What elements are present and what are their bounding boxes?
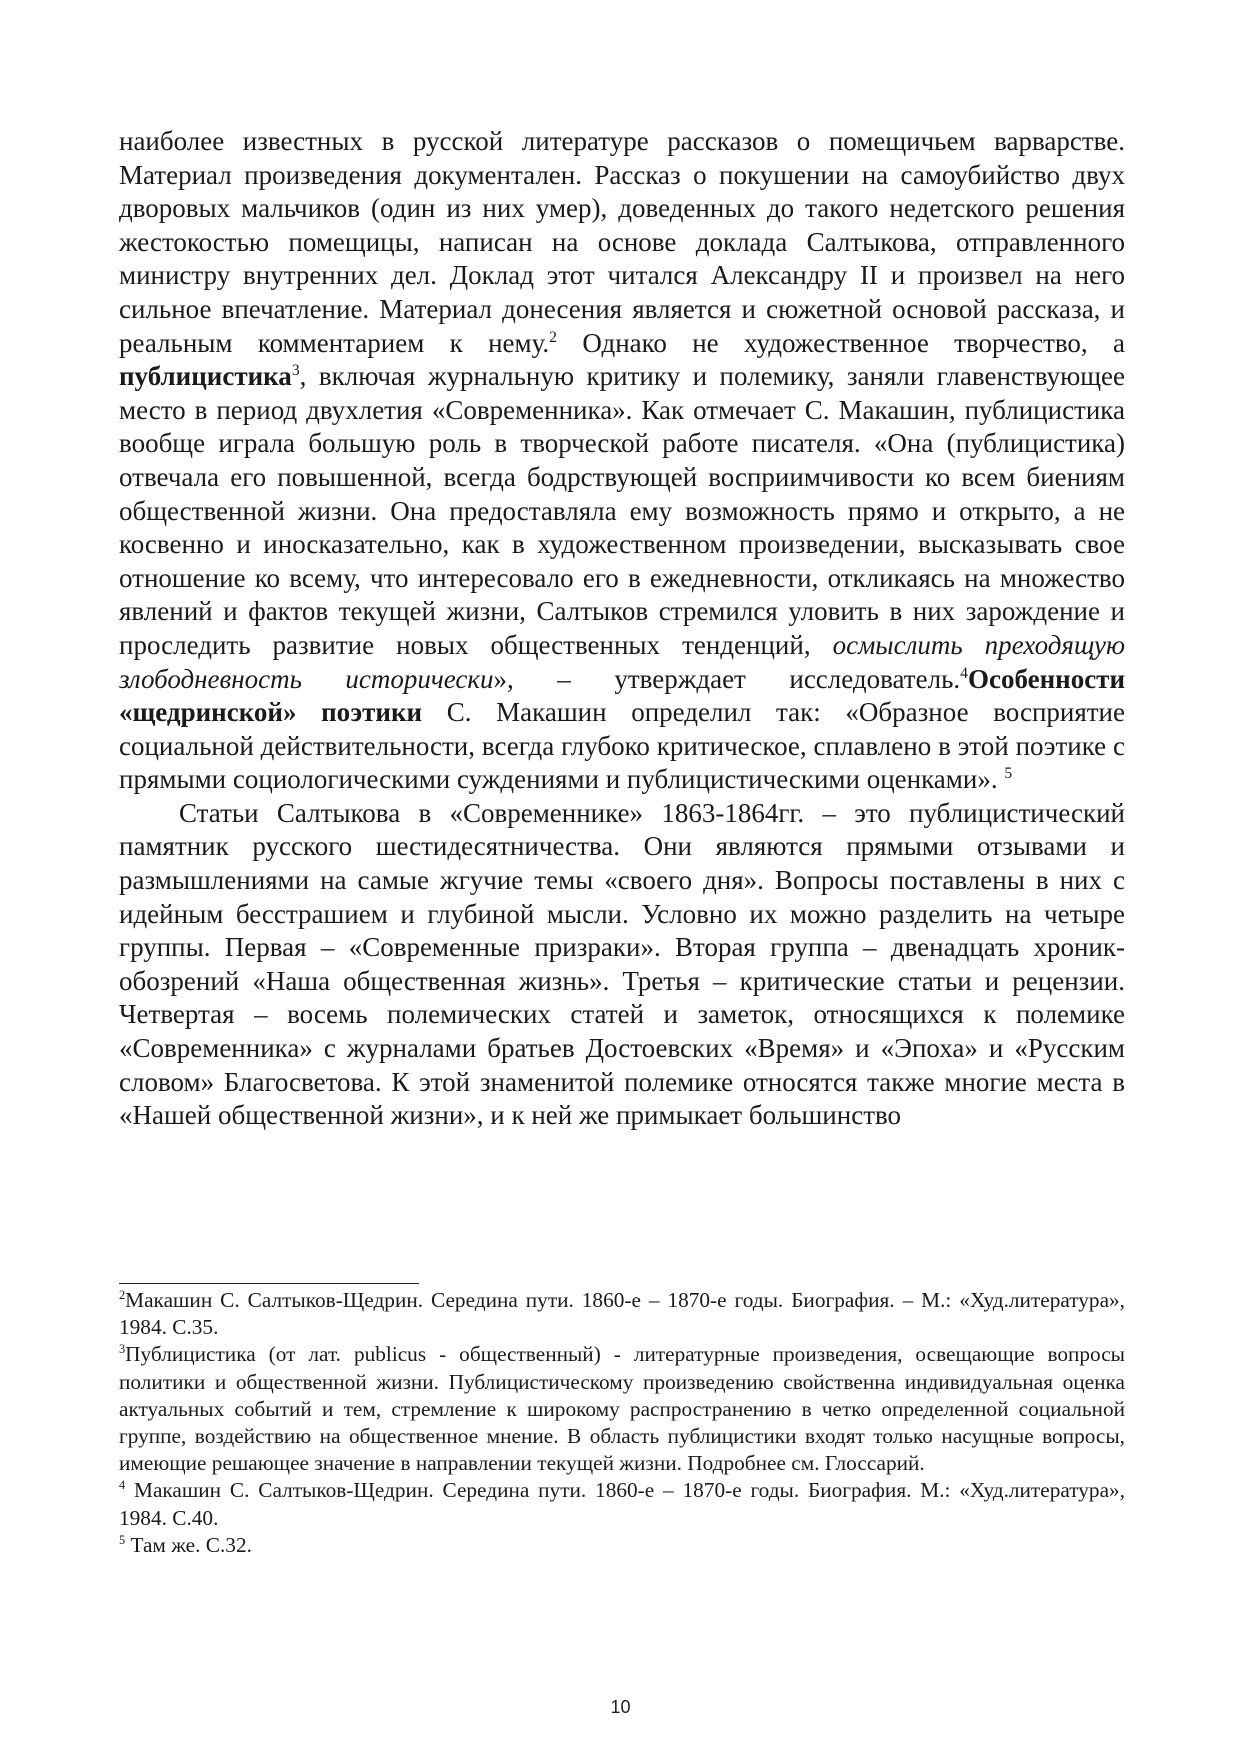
paragraph-1-text-d: », – утверждает исследователь. xyxy=(493,663,961,694)
paragraph-2: Статьи Салтыкова в «Современнике» 1863-1864гг. – это публицистический памятник русского шестидесятничества. Они являются прямыми отзывами и размышлениями на самые жгучие темы «своего дня». Вопросы поставлены в них с идейным бесстрашием и глубиной мысли. Условно их можно разделить на четыре группы. Первая – «Современные призраки». Вторая группа – двенадцать хроник-обозрений «Наша общественная жизнь». Третья – критические статьи и рецензии. Четвертая – восемь полемических статей и заметок, относящихся к полемике «Современника» с журналами братьев Достоевских «Время» и «Эпоха» и «Русским словом» Благосветова. К этой знаменитой полемике относятся также многие места в «Нашей общественной жизни», и к ней же примыкает большинство xyxy=(119,797,1125,1131)
main-text xyxy=(119,125,1125,1133)
footnote-2 xyxy=(119,1287,1125,1341)
paragraph-1-text-a: наиболее известных в русской литературе рассказов о помещичьем варварстве. Материал произведения документален. Рассказ о покушении на самоубийство двух дворовых мальчиков (один из них умер), доведенных до такого недетского решения жестокостью помещицы, написан на основе доклада Салтыкова, отправленного министру внутренних дел. Доклад этот читался Александру II и произвел на него сильное впечатление. Материал донесения является и сюжетной основой рассказа, и реальным комментарием к нему. xyxy=(119,126,1125,358)
italic-quote: осмыслить преходящую злободневность исторически xyxy=(119,629,1125,694)
footnote-5 xyxy=(119,1532,1125,1559)
paragraph-1-text-b: Однако не художественное творчество, а xyxy=(556,327,1125,358)
paragraph-1 xyxy=(119,125,1125,797)
term-publicistika: публицистика xyxy=(119,361,292,392)
paragraph-1-text-e: С. Макашин определил так: «Образное восприятие социальной действительности, всегда глубоко критическое, сплавлено в этой поэтике с прямыми социологическими суждениями и публицистическими оценками». xyxy=(119,697,1125,795)
footnotes xyxy=(119,1287,1125,1559)
page-number: 10 xyxy=(610,1697,631,1717)
footnote-ref-4[interactable]: 4 xyxy=(960,664,968,682)
footnote-ref-5[interactable]: 5 xyxy=(1004,765,1013,783)
footnote-text: Публицистика (от лат. publicus - общественный) - литературные произведения, освещающие вопросы политики и общественной жизни. Публицистическому произведению свойственна индивидуальная оценка актуальных событий и тем, стремление к широкому распространению в четко определенной социальной группе, воздействию на общественное мнение. В область публицистики входят только насущные вопросы, имеющие решающее значение в направлении текущей жизни. Подробнее см. Глоссарий. xyxy=(119,1342,1125,1476)
footnote-3 xyxy=(119,1341,1125,1477)
paragraph-1-text-c: , включая журнальную критику и полемику, заняли главенствующее место в период двухлетия «Современника». Как отмечает С. Макашин, публицистика вообще играла большую роль в творческой работе писателя. «Она (публицистика) отвечала его повышенной, всегда бодрствующей восприимчивости ко всем биениям общественной жизни. Она предоставляла ему возможность прямо и открыто, а не косвенно и иносказательно, как в художественном произведении, высказывать свое отношение ко всему, что интересовало его в ежедневности, откликаясь на множество явлений и фактов текущей жизни, Салтыков стремился уловить в них зарождение и проследить развитие новых общественных тенденций, xyxy=(119,361,1125,660)
footnote-number: 3 xyxy=(119,1342,126,1357)
footnote-text: Макашин С. Салтыков-Щедрин. Середина пути. 1860-е – 1870-е годы. Биография. – М.: «Худ.литература», 1984. С.35. xyxy=(119,1288,1125,1340)
footnote-separator xyxy=(119,1283,419,1284)
footnote-text: Там же. С.32. xyxy=(125,1532,252,1557)
footnote-text: Макашин С. Салтыков-Щедрин. Середина пути. 1860-е – 1870-е годы. Биография. М.: «Худ.литература», 1984. С.40. xyxy=(119,1478,1125,1530)
footnote-ref-2[interactable]: 2 xyxy=(549,328,557,346)
footnote-ref-3[interactable]: 3 xyxy=(291,362,300,380)
footnote-number: 5 xyxy=(119,1532,126,1547)
footnote-number: 4 xyxy=(119,1478,126,1493)
footnote-number: 2 xyxy=(119,1287,126,1302)
footnote-4 xyxy=(119,1477,1125,1531)
term-poetics: Особенности «щедринской» поэтики xyxy=(119,663,1125,728)
